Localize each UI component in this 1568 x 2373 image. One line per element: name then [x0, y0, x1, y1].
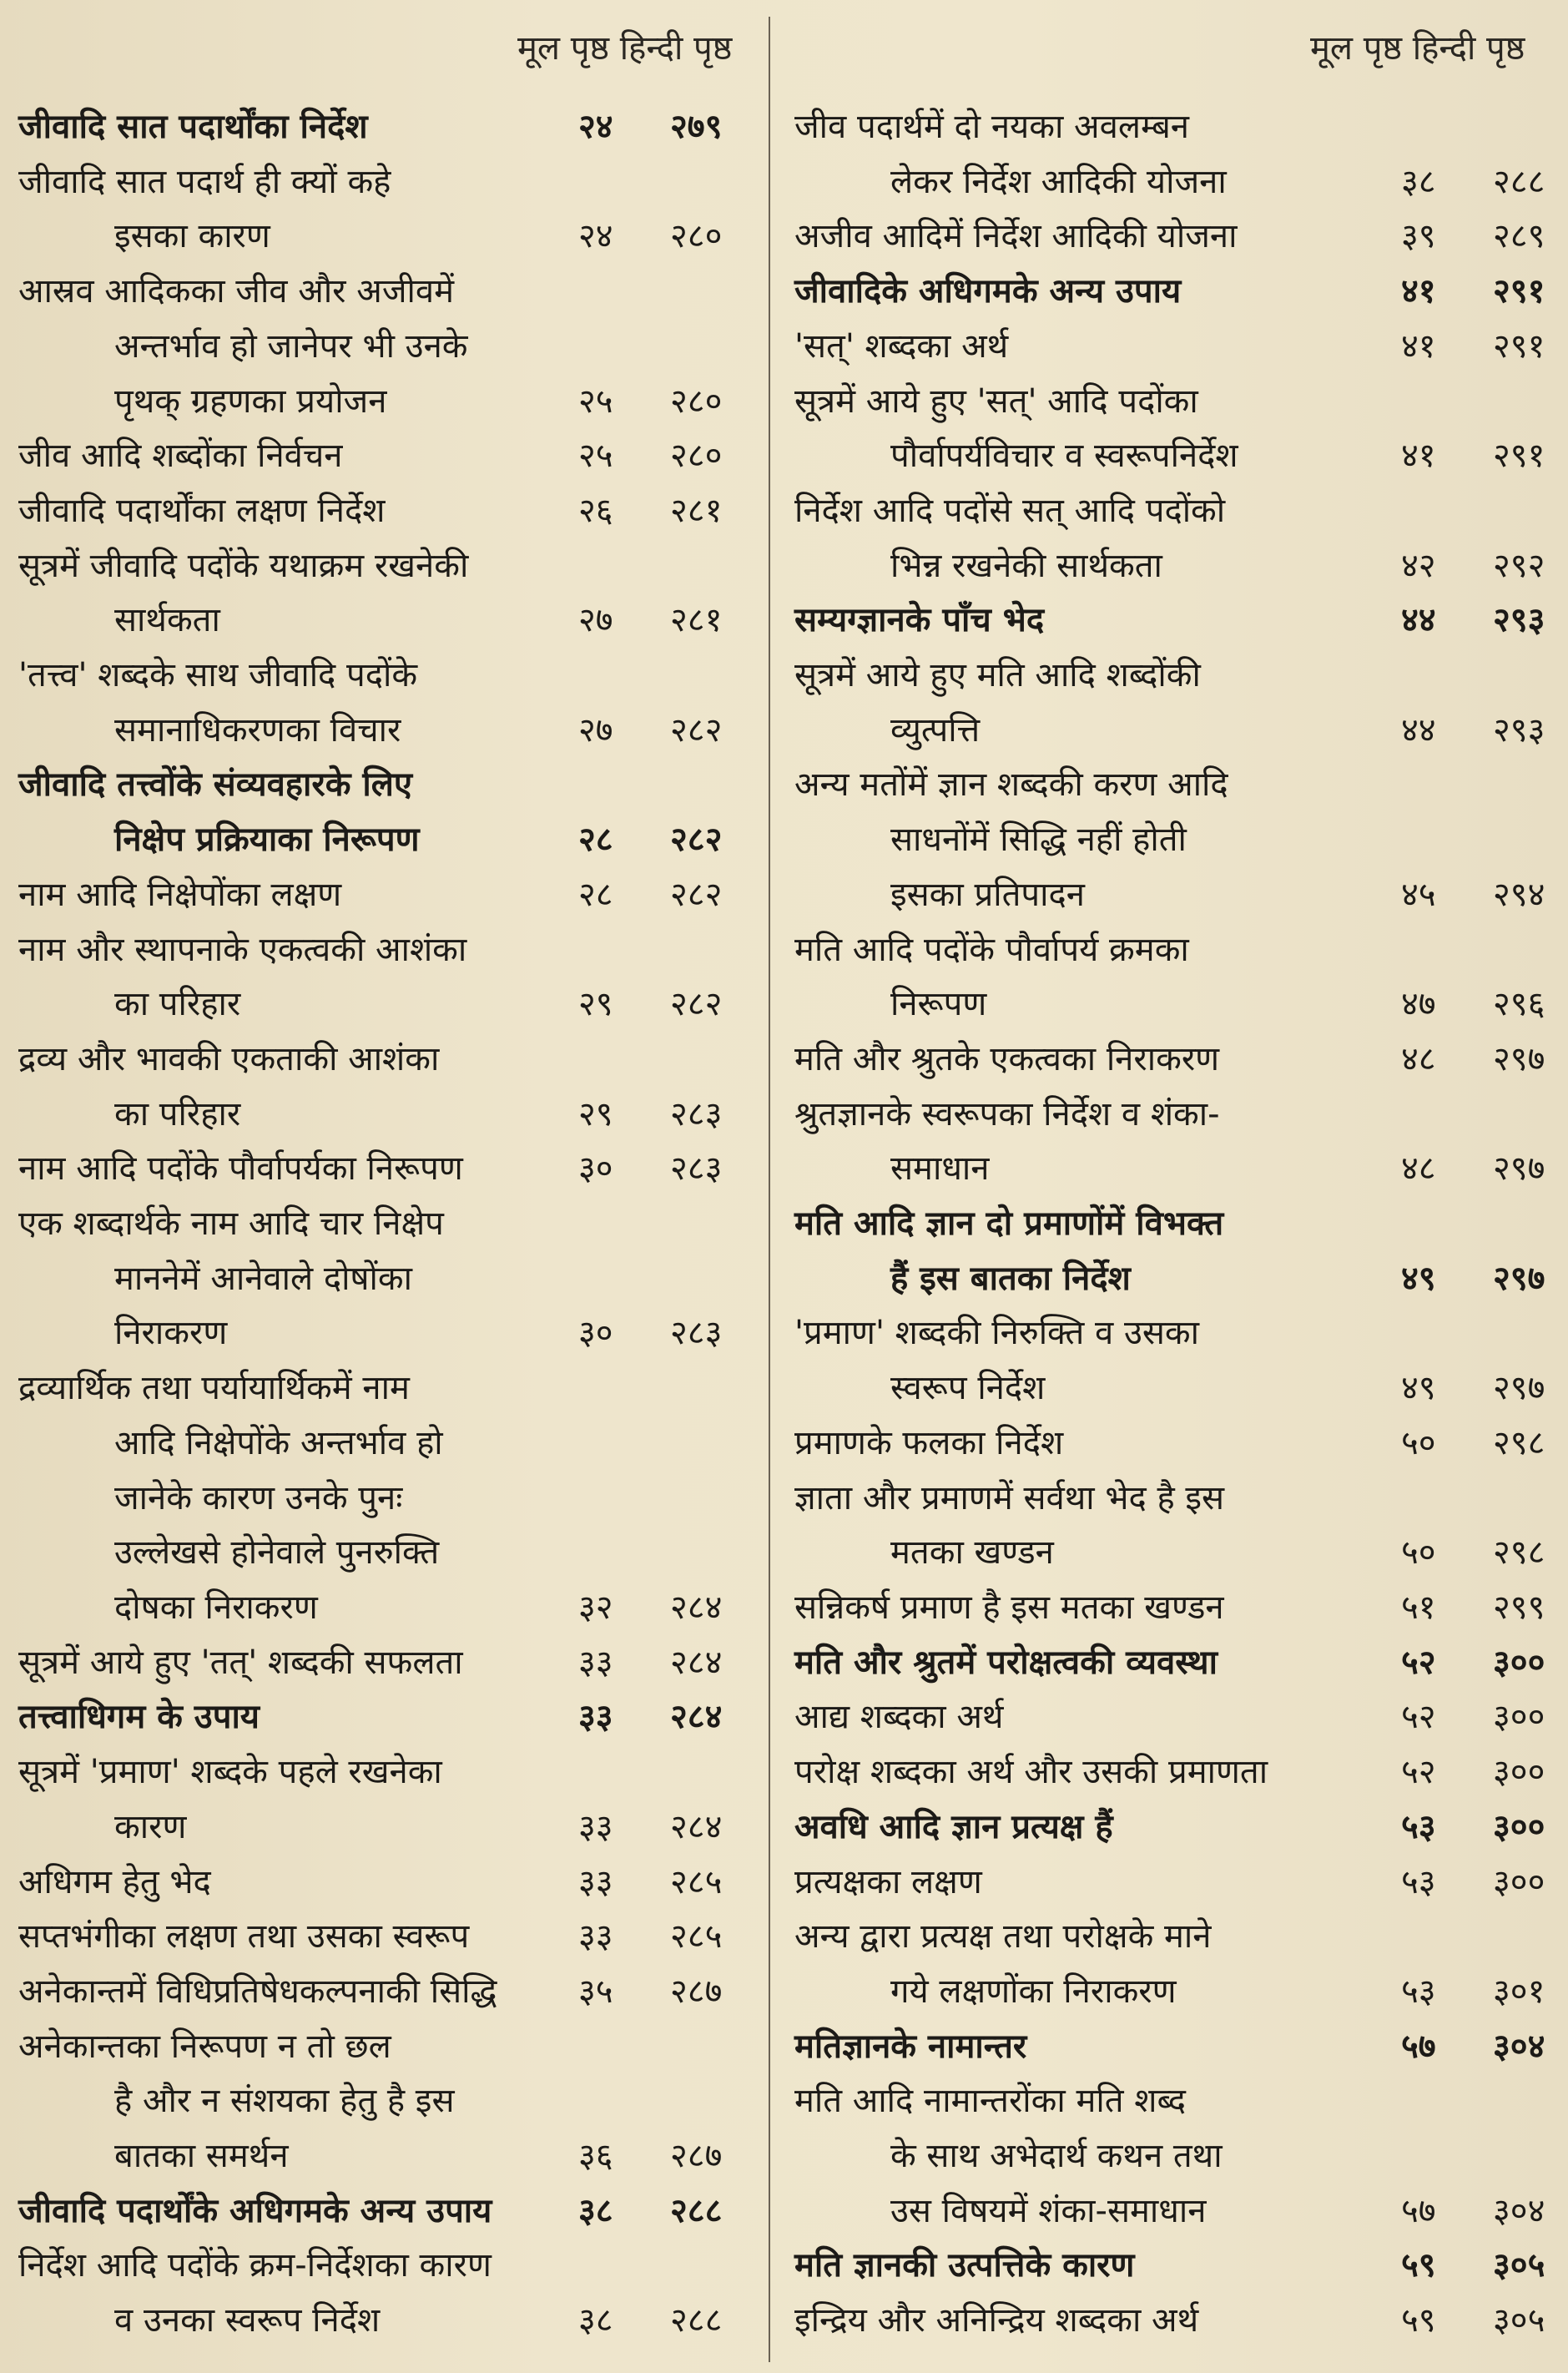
mool-page-number: ४४ [1401, 601, 1436, 640]
toc-entry-title-line: इसका कारण [114, 217, 270, 256]
toc-entry-title [776, 1745, 1401, 1800]
toc-entry-title-line: मति और श्रुतके एकत्वका निराकरण [794, 1039, 1220, 1078]
toc-entry-title [776, 2074, 1401, 2239]
mool-page-number: ३९ [1401, 217, 1436, 256]
hindi-page-number: २८३ [670, 1149, 723, 1189]
toc-entry-title [0, 155, 578, 265]
mool-page-number: ५९ [1401, 2246, 1436, 2285]
toc-entry-title-line: जीव पदार्थमें दो नयका अवलम्बन [794, 108, 1189, 146]
hindi-page-number: २८४ [670, 1807, 723, 1846]
toc-entry-title-line: मति ज्ञानकी उत्पत्तिके कारण [794, 2246, 1135, 2285]
mool-page-number: २७ [578, 601, 613, 640]
hindi-page-number: २९८ [1493, 1533, 1545, 1573]
mool-page-number: २४ [578, 217, 613, 256]
toc-entry-title [776, 265, 1401, 320]
toc-entry [776, 100, 1568, 210]
mool-page-number: २९ [578, 985, 613, 1024]
toc-entry-title-line: उल्लेखसे होनेवाले पुनरुक्ति [114, 1533, 440, 1573]
mool-page-number: ५३ [1401, 1972, 1436, 2011]
toc-entry-title [776, 758, 1401, 922]
toc-entry-title-line: सूत्रमें जीवादि पदोंके यथाक्रम रखनेकी [18, 546, 469, 585]
mool-page-number: ५३ [1401, 1807, 1436, 1846]
toc-entry-title [776, 100, 1401, 210]
mool-page-number: ५० [1401, 1533, 1436, 1573]
toc-entry-title-line: है और न संशयका हेतु है इस [114, 2082, 455, 2121]
toc-entry-title [776, 649, 1401, 758]
toc-entry-title-line: साधनोंमें सिद्धि नहीं होती [890, 820, 1187, 860]
mool-page-number: ५० [1401, 1423, 1436, 1462]
toc-entry [0, 1910, 764, 1965]
toc-entry [776, 1472, 1568, 1581]
hindi-page-number: ३०० [1493, 1807, 1545, 1846]
toc-entry-title [0, 429, 578, 484]
toc-entry-title [776, 1197, 1401, 1306]
mool-page-number: २५ [578, 437, 613, 476]
toc-entry-title-line: इसका प्रतिपादन [890, 875, 1085, 914]
toc-entry-title-line: ज्ञाता और प्रमाणमें सर्वथा भेद है इस [794, 1478, 1225, 1517]
toc-entry [776, 2294, 1568, 2349]
hindi-page-number: २८४ [670, 1588, 723, 1627]
toc-entry-title-line: 'तत्त्व' शब्दके साथ जीवादि पदोंके [18, 656, 418, 695]
mool-page-number: २८ [578, 875, 613, 914]
toc-entry [0, 868, 764, 923]
toc-entry-title [0, 1636, 578, 1691]
toc-entry-title-line: निराकरण [114, 1314, 228, 1353]
toc-entry-title [776, 1800, 1401, 1855]
mool-page-number: ४९ [1401, 1259, 1436, 1298]
column-divider [769, 17, 770, 2362]
toc-entry-title [776, 2239, 1401, 2294]
mool-page-number: ५१ [1401, 1588, 1436, 1627]
toc-entry [776, 1088, 1568, 1197]
toc-entry-title-line: 'प्रमाण' शब्दकी निरुक्ति व उसका [794, 1314, 1200, 1353]
toc-entry-title-line: मतका खण्डन [890, 1533, 1054, 1573]
hindi-page-number: २८५ [670, 1917, 723, 1956]
toc-entry [776, 375, 1568, 484]
toc-entry-title-line: प्रत्यक्षका लक्षण [794, 1862, 982, 1901]
toc-entry-title [776, 1416, 1401, 1472]
toc-entry-title [0, 1910, 578, 1965]
toc-entry-title-line: व्युत्पत्ति [890, 710, 981, 750]
toc-entry [776, 1745, 1568, 1800]
toc-entry [776, 320, 1568, 375]
mool-page-number: ३३ [578, 1917, 613, 1956]
toc-entry [776, 1197, 1568, 1306]
toc-entry [0, 1197, 764, 1361]
hindi-page-number: ३०५ [1493, 2246, 1545, 2285]
toc-entry [0, 758, 764, 867]
toc-entry-title-line: अधिगम हेतु भेद [18, 1862, 211, 1901]
toc-entry-title-line: जीवादि तत्त्वोंके संव्यवहारके लिए [18, 765, 413, 805]
toc-entry [776, 758, 1568, 922]
mool-page-number: ५२ [1401, 1753, 1436, 1792]
toc-entry-title-line: अनेकान्तमें विधिप्रतिषेधकल्पनाकी सिद्धि [18, 1972, 497, 2011]
toc-entry [776, 593, 1568, 649]
mool-page-number: ४१ [1401, 437, 1436, 476]
toc-entry-title-line: अनेकान्तका निरूपण न तो छल [18, 2027, 391, 2066]
toc-entry-title-line: जीव आदि शब्दोंका निर्वचन [18, 437, 343, 476]
mool-page-number: ३८ [1401, 162, 1436, 201]
toc-entry-title-line: बातका समर्थन [114, 2137, 289, 2176]
hindi-page-number: २८९ [1493, 217, 1545, 256]
left-toc [0, 100, 764, 2349]
hindi-page-number: २८७ [670, 1972, 723, 2011]
mool-page-number: ५७ [1401, 2191, 1436, 2230]
toc-entry-title [0, 1142, 578, 1197]
toc-entry [0, 429, 764, 484]
toc-entry-title [776, 1690, 1401, 1745]
toc-entry-title-line: मति आदि ज्ञान दो प्रमाणोंमें विभक्त [794, 1204, 1224, 1244]
hindi-page-number: २९७ [1493, 1259, 1545, 1298]
mool-page-number: २७ [578, 710, 613, 750]
toc-entry-title-line: उस विषयमें शंका-समाधान [890, 2191, 1207, 2230]
hindi-page-number: ३०१ [1493, 1972, 1545, 2011]
mool-page-number: ५९ [1401, 2301, 1436, 2340]
toc-entry [776, 923, 1568, 1033]
toc-entry-title [0, 1745, 578, 1855]
toc-entry-title-line: पौर्वापर्यविचार व स्वरूपनिर्देश [890, 437, 1238, 476]
hindi-page-number: ३०५ [1493, 2301, 1545, 2340]
toc-entry-title [0, 539, 578, 649]
toc-entry-title [776, 210, 1401, 265]
toc-entry-title-line: हैं इस बातका निर्देश [890, 1259, 1131, 1298]
toc-entry-title-line: निर्देश आदि पदोंसे सत् आदि पदोंको [794, 491, 1226, 530]
hindi-page-number: २९१ [1493, 437, 1545, 476]
toc-entry-title-line: मति आदि नामान्तरोंका मति शब्द [794, 2082, 1187, 2121]
mool-page-number: ४४ [1401, 710, 1436, 750]
hindi-page-number: ३०४ [1493, 2191, 1545, 2230]
toc-entry-title-line: निक्षेप प्रक्रियाका निरूपण [114, 820, 420, 860]
hindi-page-number: २९३ [1493, 710, 1545, 750]
toc-entry-title [0, 1197, 578, 1361]
toc-entry-title-line: लेकर निर्देश आदिकी योजना [890, 162, 1227, 201]
toc-entry-title-line: अन्य मतोंमें ज्ञान शब्दकी करण आदि [794, 765, 1228, 805]
hindi-page-number: २९१ [1493, 272, 1545, 311]
toc-entry [0, 539, 764, 649]
toc-entry-title-line: का परिहार [114, 985, 241, 1024]
toc-entry-title [0, 2020, 578, 2184]
hindi-page-number: ३०० [1493, 1862, 1545, 1901]
mool-page-number: ४८ [1401, 1149, 1436, 1189]
toc-entry-title [776, 2294, 1401, 2349]
mool-page-number: ४१ [1401, 326, 1436, 366]
mool-page-number: ३८ [578, 2301, 613, 2340]
toc-entry-title [776, 484, 1401, 593]
mool-page-number: २४ [578, 108, 613, 146]
toc-entry-title-line: अन्तर्भाव हो जानेपर भी उनके [114, 326, 468, 366]
mool-page-number: ३३ [578, 1862, 613, 1901]
mool-page-number: ३३ [578, 1643, 613, 1682]
toc-entry-title-line: मति और श्रुतमें परोक्षत्वकी व्यवस्था [794, 1643, 1218, 1682]
toc-entry-title [776, 1636, 1401, 1691]
left-column-header: मूल पृष्ठ हिन्दी पृष्ठ [517, 29, 733, 68]
toc-entry-title-line: नाम और स्थापनाके एकत्वकी आशंका [18, 930, 467, 969]
hindi-page-number: २७९ [670, 108, 723, 146]
toc-entry [776, 2020, 1568, 2075]
toc-entry [0, 1033, 764, 1142]
toc-entry [0, 1965, 764, 2020]
toc-entry [776, 1581, 1568, 1636]
mool-page-number: ३२ [578, 1588, 613, 1627]
mool-page-number: ४१ [1401, 272, 1436, 311]
toc-entry-title-line: समानाधिकरणका विचार [114, 710, 401, 750]
hindi-page-number: २८० [670, 437, 723, 476]
hindi-page-number: २९७ [1493, 1039, 1545, 1078]
toc-entry [0, 1745, 764, 1855]
toc-entry-title-line: कारण [114, 1807, 187, 1846]
toc-entry-title [776, 1472, 1401, 1581]
toc-entry-title [776, 2020, 1401, 2075]
toc-entry [0, 1636, 764, 1691]
mool-page-number: ४९ [1401, 1369, 1436, 1408]
toc-entry [776, 265, 1568, 320]
toc-entry-title [0, 1033, 578, 1142]
toc-entry-title-line: जीवादि पदार्थोंका लक्षण निर्देश [18, 491, 386, 530]
mool-page-number: ५२ [1401, 1698, 1436, 1737]
toc-entry-title [776, 320, 1401, 375]
toc-entry [0, 484, 764, 539]
toc-entry-title-line: श्रुतज्ञानके स्वरूपका निर्देश व शंका- [794, 1094, 1220, 1133]
toc-entry-title [776, 1088, 1401, 1197]
toc-entry [776, 484, 1568, 593]
toc-entry [0, 2239, 764, 2348]
toc-entry-title-line: सार्थकता [114, 601, 220, 640]
toc-entry-title-line: सूत्रमें आये हुए मति आदि शब्दोंकी [794, 656, 1201, 695]
toc-entry-title-line: निरूपण [890, 985, 987, 1024]
right-toc [776, 100, 1568, 2349]
toc-entry [0, 100, 764, 155]
hindi-page-number: २८२ [670, 820, 723, 860]
toc-entry-title-line: पृथक् ग्रहणका प्रयोजन [114, 381, 387, 421]
right-column-header: मूल पृष्ठ हिन्दी पृष्ठ [1310, 29, 1525, 68]
hindi-page-number: २८४ [670, 1643, 723, 1682]
toc-entry-title [0, 923, 578, 1033]
toc-entry-title-line: एक शब्दार्थके नाम आदि चार निक्षेप [18, 1204, 444, 1244]
toc-entry-title [0, 1855, 578, 1911]
toc-entry [776, 1910, 1568, 2019]
toc-entry-title-line: जीवादि सात पदार्थोंका निर्देश [18, 108, 368, 146]
hindi-page-number: २८२ [670, 710, 723, 750]
toc-entry [0, 1361, 764, 1636]
toc-entry [776, 210, 1568, 265]
toc-entry-title [0, 1965, 578, 2020]
toc-entry-title-line: निर्देश आदि पदोंके क्रम-निर्देशका कारण [18, 2246, 492, 2285]
toc-entry [776, 1416, 1568, 1472]
hindi-page-number: ३०० [1493, 1643, 1545, 1682]
hindi-page-number: २९१ [1493, 326, 1545, 366]
toc-entry-title-line: सूत्रमें आये हुए 'सत्' आदि पदोंका [794, 381, 1198, 421]
mool-page-number: ४२ [1401, 546, 1436, 585]
hindi-page-number: ३०० [1493, 1698, 1545, 1737]
toc-entry [0, 2020, 764, 2184]
hindi-page-number: २८३ [670, 1094, 723, 1133]
mool-page-number: ३८ [578, 2191, 613, 2230]
toc-entry-title [776, 1581, 1401, 1636]
toc-entry-title-line: व उनका स्वरूप निर्देश [114, 2301, 381, 2340]
toc-entry-title-line: द्रव्य और भावकी एकताकी आशंका [18, 1039, 440, 1078]
hindi-page-number: २८२ [670, 985, 723, 1024]
mool-page-number: २८ [578, 820, 613, 860]
hindi-page-number: २८३ [670, 1314, 723, 1353]
toc-entry [0, 1855, 764, 1911]
hindi-page-number: २९४ [1493, 875, 1545, 914]
hindi-page-number: २८८ [670, 2191, 723, 2230]
toc-entry [0, 923, 764, 1033]
mool-page-number: २९ [578, 1094, 613, 1133]
toc-entry-title-line: अजीव आदिमें निर्देश आदिकी योजना [794, 217, 1238, 256]
mool-page-number: ३० [578, 1149, 613, 1189]
toc-entry-title-line: सन्निकर्ष प्रमाण है इस मतका खण्डन [794, 1588, 1224, 1627]
toc-entry-title-line: के साथ अभेदार्थ कथन तथा [890, 2137, 1223, 2176]
toc-entry [776, 649, 1568, 758]
toc-entry-title [0, 649, 578, 758]
mool-page-number: ५३ [1401, 1862, 1436, 1901]
toc-entry [0, 155, 764, 265]
toc-entry [776, 2074, 1568, 2239]
hindi-page-number: २९७ [1493, 1369, 1545, 1408]
toc-entry [0, 265, 764, 429]
toc-entry-title-line: सूत्रमें 'प्रमाण' शब्दके पहले रखनेका [18, 1753, 442, 1792]
toc-entry-title-line: अवधि आदि ज्ञान प्रत्यक्ष हैं [794, 1807, 1113, 1846]
toc-entry [776, 1306, 1568, 1416]
toc-entry-title-line: का परिहार [114, 1094, 241, 1133]
hindi-page-number: २९६ [1493, 985, 1545, 1024]
mool-page-number: २६ [578, 491, 613, 530]
toc-entry-title-line: द्रव्यार्थिक तथा पर्यायार्थिकमें नाम [18, 1369, 410, 1408]
toc-entry-title-line: प्रमाणके फलका निर्देश [794, 1423, 1064, 1462]
toc-entry-title-line: सूत्रमें आये हुए 'तत्' शब्दकी सफलता [18, 1643, 463, 1682]
toc-entry-title-line: मति आदि पदोंके पौर्वापर्य क्रमका [794, 930, 1189, 969]
hindi-page-number: २९७ [1493, 1149, 1545, 1189]
hindi-page-number: २८० [670, 217, 723, 256]
toc-entry-title-line: इन्द्रिय और अनिन्द्रिय शब्दका अर्थ [794, 2301, 1199, 2340]
toc-entry [0, 1690, 764, 1745]
hindi-page-number: २८५ [670, 1862, 723, 1901]
toc-entry [776, 1800, 1568, 1855]
hindi-page-number: २८४ [670, 1698, 723, 1737]
mool-page-number: ४८ [1401, 1039, 1436, 1078]
toc-entry-title-line: माननेमें आनेवाले दोषोंका [114, 1259, 412, 1298]
mool-page-number: ३० [578, 1314, 613, 1353]
hindi-page-number: २८१ [670, 601, 723, 640]
toc-entry-title-line: नाम आदि निक्षेपोंका लक्षण [18, 875, 342, 914]
hindi-page-number: २९९ [1493, 1588, 1545, 1627]
toc-entry-title-line: स्वरूप निर्देश [890, 1369, 1046, 1408]
toc-entry-title [0, 1361, 578, 1636]
toc-entry-title-line: आस्रव आदिकका जीव और अजीवमें [18, 272, 455, 311]
toc-entry-title [0, 868, 578, 923]
mool-page-number: ३६ [578, 2137, 613, 2176]
toc-entry-title [776, 1306, 1401, 1416]
toc-entry [776, 1690, 1568, 1745]
toc-entry-title [0, 100, 578, 155]
toc-entry-title-line: मतिज्ञानके नामान्तर [794, 2027, 1027, 2066]
toc-entry-title [0, 758, 578, 867]
toc-entry-title [0, 2239, 578, 2348]
mool-page-number: २५ [578, 381, 613, 421]
hindi-page-number: २९८ [1493, 1423, 1545, 1462]
toc-entry-title-line: सप्तभंगीका लक्षण तथा उसका स्वरूप [18, 1917, 470, 1956]
toc-entry-title [776, 1855, 1401, 1911]
hindi-page-number: २८८ [670, 2301, 723, 2340]
toc-entry-title-line: 'सत्' शब्दका अर्थ [794, 326, 1009, 366]
toc-entry-title [0, 484, 578, 539]
hindi-page-number: २८८ [1493, 162, 1545, 201]
toc-entry-title-line: भिन्न रखनेकी सार्थकता [890, 546, 1162, 585]
toc-entry [776, 1033, 1568, 1088]
hindi-page-number: ३०४ [1493, 2027, 1545, 2066]
toc-entry-title-line: आद्य शब्दका अर्थ [794, 1698, 1004, 1737]
hindi-page-number: ३०० [1493, 1753, 1545, 1792]
toc-entry-title-line: तत्त्वाधिगम के उपाय [18, 1698, 260, 1737]
toc-entry-title-line: सम्यग्ज्ञानके पाँच भेद [794, 601, 1045, 640]
toc-entry-title [776, 1910, 1401, 2019]
mool-page-number: ४५ [1401, 875, 1436, 914]
toc-entry [776, 1855, 1568, 1911]
toc-entry-title [776, 375, 1401, 484]
toc-entry [0, 1142, 764, 1197]
hindi-page-number: २८० [670, 381, 723, 421]
mool-page-number: ५७ [1401, 2027, 1436, 2066]
mool-page-number: ३३ [578, 1698, 613, 1737]
toc-entry-title [0, 265, 578, 429]
toc-entry-title-line: अन्य द्वारा प्रत्यक्ष तथा परोक्षके माने [794, 1917, 1212, 1956]
hindi-page-number: २८२ [670, 875, 723, 914]
toc-entry-title-line: नाम आदि पदोंके पौर्वापर्यका निरूपण [18, 1149, 463, 1189]
hindi-page-number: २९३ [1493, 601, 1545, 640]
toc-entry-title-line: जानेके कारण उनके पुनः [114, 1478, 403, 1517]
hindi-page-number: २८७ [670, 2137, 723, 2176]
toc-entry [776, 1636, 1568, 1691]
toc-entry [0, 2184, 764, 2239]
toc-entry-title [0, 2184, 578, 2239]
toc-entry-title [0, 1690, 578, 1745]
toc-entry-title [776, 1033, 1401, 1088]
toc-entry [0, 649, 764, 758]
toc-entry-title [776, 593, 1401, 649]
hindi-page-number: २८१ [670, 491, 723, 530]
toc-entry-title-line: परोक्ष शब्दका अर्थ और उसकी प्रमाणता [794, 1753, 1268, 1792]
toc-entry-title-line: जीवादि सात पदार्थ ही क्यों कहे [18, 162, 391, 201]
toc-entry-title-line: जीवादिके अधिगमके अन्य उपाय [794, 272, 1182, 311]
toc-entry-title-line: समाधान [890, 1149, 990, 1189]
hindi-page-number: २९२ [1493, 546, 1545, 585]
toc-entry-title-line: गये लक्षणोंका निराकरण [890, 1972, 1177, 2011]
toc-entry-title [776, 923, 1401, 1033]
mool-page-number: ३५ [578, 1972, 613, 2011]
mool-page-number: ३३ [578, 1807, 613, 1846]
mool-page-number: ५२ [1401, 1643, 1436, 1682]
toc-entry-title-line: आदि निक्षेपोंके अन्तर्भाव हो [114, 1423, 443, 1462]
toc-entry-title-line: जीवादि पदार्थोंके अधिगमके अन्य उपाय [18, 2191, 492, 2230]
mool-page-number: ४७ [1401, 985, 1436, 1024]
toc-entry-title-line: दोषका निराकरण [114, 1588, 318, 1627]
toc-entry [776, 2239, 1568, 2294]
